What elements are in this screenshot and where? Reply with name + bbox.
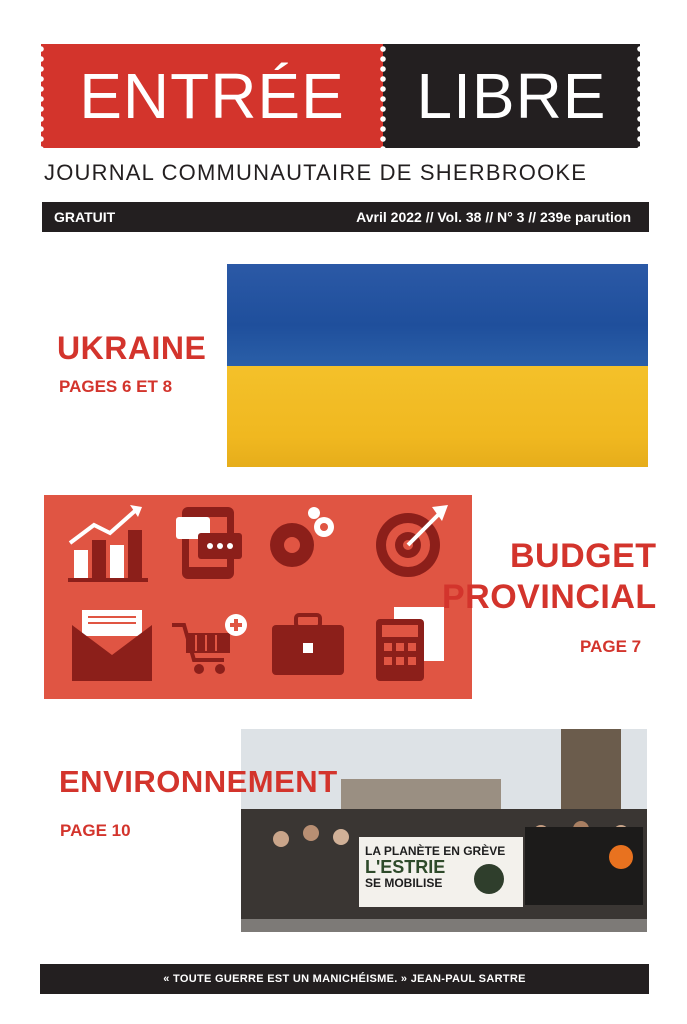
climate-march-illustration	[241, 729, 647, 932]
issue-details: Avril 2022 // Vol. 38 // N° 3 // 239e parution	[356, 209, 631, 225]
section-pages-environment: PAGE 10	[60, 821, 131, 840]
masthead-word-libre: LIBRE	[416, 60, 607, 132]
briefcase-icon	[272, 615, 344, 675]
banner-line-2: L'ESTRIE	[365, 857, 446, 877]
envelope-icon	[72, 610, 152, 681]
journal-subtitle: JOURNAL COMMUNAUTAIRE DE SHERBROOKE	[44, 160, 588, 185]
phone-chat-icon	[176, 507, 242, 579]
shopping-cart-icon	[172, 614, 247, 674]
target-icon	[376, 505, 448, 577]
bar-chart-icon	[68, 505, 148, 582]
masthead-right	[383, 44, 640, 148]
section-title-ukraine: UKRAINE	[57, 330, 207, 366]
banner-line-1: LA PLANÈTE EN GRÈVE	[365, 844, 506, 858]
footer-quote: « TOUTE GUERRE EST UN MANICHÉISME. » JEAN-PAUL SARTRE	[163, 973, 526, 985]
masthead	[41, 44, 640, 148]
climate-march-photo	[241, 729, 647, 932]
gears-icon	[270, 507, 334, 567]
section-pages-budget: PAGE 7	[580, 637, 642, 656]
section-title-budget-line1: BUDGET	[510, 537, 657, 575]
footer-quote-bar	[40, 964, 649, 994]
price-label: GRATUIT	[54, 209, 116, 225]
masthead-word-entree: ENTRÉE	[79, 60, 345, 132]
banner-line-3: SE MOBILISE	[365, 876, 443, 890]
masthead-left	[41, 44, 383, 148]
calculator-icon	[376, 607, 444, 681]
ukraine-flag-image	[227, 264, 648, 467]
issue-bar	[42, 202, 649, 232]
budget-icons-illustration	[44, 495, 472, 699]
budget-icons-panel	[44, 495, 472, 699]
section-pages-ukraine: PAGES 6 ET 8	[59, 377, 173, 396]
section-title-environment: ENVIRONNEMENT	[59, 764, 338, 799]
section-title-budget-line2: PROVINCIAL	[442, 578, 657, 616]
